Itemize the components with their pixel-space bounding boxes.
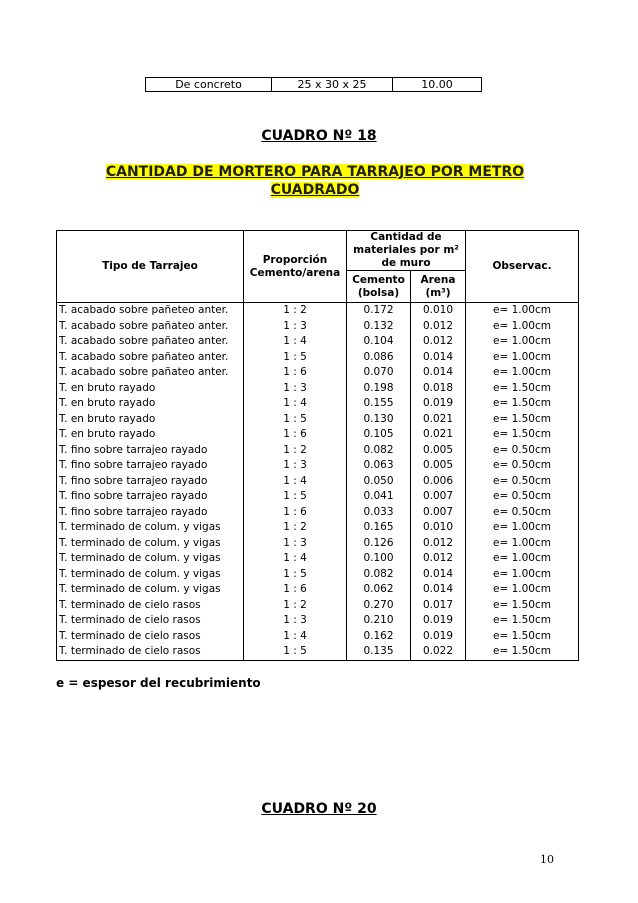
cuadro-18-heading: CUADRO Nº 18: [261, 128, 377, 144]
cell-arena: 0.007: [411, 489, 466, 505]
cell-proporcion: 1 : 6: [244, 582, 347, 598]
cell-cemento: 0.198: [347, 381, 411, 397]
mortar-table: [56, 230, 579, 661]
cell-arena: 0.014: [411, 567, 466, 583]
cell-cemento: 0.104: [347, 334, 411, 350]
cell-cemento: 0.050: [347, 474, 411, 490]
cell-proporcion: 1 : 5: [244, 644, 347, 660]
cell-observacion: e= 0.50cm: [466, 443, 579, 459]
header-cantidad: [347, 231, 466, 271]
cell-proporcion: 1 : 2: [244, 598, 347, 614]
cell-observacion: e= 1.50cm: [466, 613, 579, 629]
cell-tipo: T. en bruto rayado: [57, 412, 244, 428]
cell-cemento: 0.062: [347, 582, 411, 598]
cell-observacion: e= 1.00cm: [466, 551, 579, 567]
header-observac: Observac.: [466, 231, 579, 303]
cell-tipo: T. fino sobre tarrajeo rayado: [57, 458, 244, 474]
cell-arena: 0.010: [411, 520, 466, 536]
cell-arena: 0.005: [411, 458, 466, 474]
table-row: [57, 644, 579, 660]
header-cantidad-line-1: Cantidad de: [370, 231, 442, 243]
table-row: [57, 536, 579, 552]
cell-tipo: T. fino sobre tarrajeo rayado: [57, 474, 244, 490]
top-cell-material: De concreto: [146, 78, 272, 92]
cell-tipo: T. terminado de colum. y vigas: [57, 536, 244, 552]
cell-arena: 0.012: [411, 551, 466, 567]
cell-cemento: 0.086: [347, 350, 411, 366]
cell-arena: 0.014: [411, 350, 466, 366]
cell-arena: 0.021: [411, 427, 466, 443]
cell-arena: 0.012: [411, 536, 466, 552]
cell-proporcion: 1 : 3: [244, 319, 347, 335]
cell-proporcion: 1 : 2: [244, 520, 347, 536]
table-row: [57, 412, 579, 428]
cell-tipo: T. en bruto rayado: [57, 396, 244, 412]
cell-cemento: 0.105: [347, 427, 411, 443]
cell-proporcion: 1 : 5: [244, 567, 347, 583]
cell-cemento: 0.135: [347, 644, 411, 660]
cell-observacion: e= 1.00cm: [466, 319, 579, 335]
cell-observacion: e= 1.50cm: [466, 629, 579, 645]
table-row: [57, 505, 579, 521]
cell-cemento: 0.270: [347, 598, 411, 614]
cell-arena: 0.021: [411, 412, 466, 428]
table-row: [57, 303, 579, 319]
cell-tipo: T. en bruto rayado: [57, 427, 244, 443]
top-cell-value: 10.00: [393, 78, 482, 92]
cell-cemento: 0.162: [347, 629, 411, 645]
cell-observacion: e= 1.00cm: [466, 520, 579, 536]
cell-arena: 0.014: [411, 365, 466, 381]
cell-cemento: 0.070: [347, 365, 411, 381]
table-row: [57, 365, 579, 381]
cell-proporcion: 1 : 6: [244, 365, 347, 381]
header-arena: [411, 271, 466, 303]
cell-proporcion: 1 : 5: [244, 489, 347, 505]
table-row: [57, 381, 579, 397]
cell-tipo: T. fino sobre tarrajeo rayado: [57, 489, 244, 505]
cell-tipo: T. terminado de cielo rasos: [57, 598, 244, 614]
cell-tipo: T. acabado sobre pañateo anter.: [57, 334, 244, 350]
table-row: [57, 396, 579, 412]
cell-tipo: T. acabado sobre pañateo anter.: [57, 350, 244, 366]
header-arena-line-1: Arena: [420, 273, 456, 286]
cell-tipo: T. terminado de colum. y vigas: [57, 520, 244, 536]
cell-cemento: 0.082: [347, 567, 411, 583]
header-cemento: [347, 271, 411, 303]
header-cantidad-line-2: materiales por m²: [353, 244, 459, 256]
top-cell-dimension: 25 x 30 x 25: [272, 78, 393, 92]
cell-proporcion: 1 : 5: [244, 412, 347, 428]
cell-arena: 0.019: [411, 396, 466, 412]
table-body: [57, 303, 579, 661]
cell-observacion: e= 1.00cm: [466, 303, 579, 319]
table-row: [57, 334, 579, 350]
title-line-2: CUADRADO: [270, 182, 360, 198]
cell-cemento: 0.172: [347, 303, 411, 319]
cell-observacion: e= 1.00cm: [466, 350, 579, 366]
cell-cemento: 0.082: [347, 443, 411, 459]
table-row: [57, 567, 579, 583]
cell-proporcion: 1 : 4: [244, 334, 347, 350]
cell-observacion: e= 1.50cm: [466, 412, 579, 428]
table-row: [57, 427, 579, 443]
cell-proporcion: 1 : 4: [244, 474, 347, 490]
table-row: [57, 582, 579, 598]
cell-arena: 0.005: [411, 443, 466, 459]
table-row: [57, 350, 579, 366]
table-row: [57, 613, 579, 629]
cuadro-20-heading: CUADRO Nº 20: [261, 801, 377, 817]
cell-observacion: e= 0.50cm: [466, 505, 579, 521]
cell-arena: 0.012: [411, 334, 466, 350]
cell-cemento: 0.041: [347, 489, 411, 505]
cell-tipo: T. fino sobre tarrajeo rayado: [57, 443, 244, 459]
table-row: [57, 551, 579, 567]
table-row: [57, 458, 579, 474]
cell-arena: 0.014: [411, 582, 466, 598]
cell-proporcion: 1 : 5: [244, 350, 347, 366]
cell-observacion: e= 1.00cm: [466, 334, 579, 350]
cell-tipo: T. terminado de cielo rasos: [57, 644, 244, 660]
cell-cemento: 0.132: [347, 319, 411, 335]
cell-cemento: 0.100: [347, 551, 411, 567]
header-cemento-line-1: Cemento: [352, 273, 405, 286]
cell-arena: 0.019: [411, 613, 466, 629]
cell-proporcion: 1 : 3: [244, 613, 347, 629]
cell-observacion: e= 1.50cm: [466, 598, 579, 614]
cell-observacion: e= 1.00cm: [466, 536, 579, 552]
header-tipo: Tipo de Tarrajeo: [57, 231, 244, 303]
cell-cemento: 0.155: [347, 396, 411, 412]
cell-tipo: T. terminado de colum. y vigas: [57, 551, 244, 567]
cell-arena: 0.012: [411, 319, 466, 335]
cell-tipo: T. terminado de cielo rasos: [57, 629, 244, 645]
table-row: [57, 598, 579, 614]
cell-arena: 0.006: [411, 474, 466, 490]
header-proporcion-line-1: Proporción: [262, 253, 328, 266]
cell-cemento: 0.165: [347, 520, 411, 536]
cell-arena: 0.007: [411, 505, 466, 521]
table-row: [57, 489, 579, 505]
cell-proporcion: 1 : 2: [244, 443, 347, 459]
cell-cemento: 0.130: [347, 412, 411, 428]
cell-arena: 0.017: [411, 598, 466, 614]
table-title: [75, 163, 555, 199]
cell-proporcion: 1 : 3: [244, 536, 347, 552]
cell-observacion: e= 1.00cm: [466, 582, 579, 598]
cell-tipo: T. acabado sobre pañeteo anter.: [57, 303, 244, 319]
cell-cemento: 0.210: [347, 613, 411, 629]
header-proporcion: [244, 231, 347, 303]
cell-observacion: e= 1.50cm: [466, 381, 579, 397]
table-row: [57, 319, 579, 335]
top-table-row: [146, 78, 482, 92]
cell-tipo: T. acabado sobre pañateo anter.: [57, 319, 244, 335]
cell-observacion: e= 1.50cm: [466, 396, 579, 412]
cell-cemento: 0.126: [347, 536, 411, 552]
cell-cemento: 0.033: [347, 505, 411, 521]
table-row: [57, 629, 579, 645]
cell-tipo: T. en bruto rayado: [57, 381, 244, 397]
cell-tipo: T. fino sobre tarrajeo rayado: [57, 505, 244, 521]
table-row: [57, 474, 579, 490]
cell-tipo: T. terminado de colum. y vigas: [57, 567, 244, 583]
table-row: [57, 520, 579, 536]
cell-proporcion: 1 : 3: [244, 458, 347, 474]
header-arena-line-2: (m³): [425, 286, 451, 299]
cell-proporcion: 1 : 4: [244, 551, 347, 567]
page-number: 10: [540, 853, 554, 866]
header-row-1: [57, 231, 579, 271]
cell-observacion: e= 0.50cm: [466, 489, 579, 505]
cell-observacion: e= 1.00cm: [466, 365, 579, 381]
cell-observacion: e= 0.50cm: [466, 458, 579, 474]
cell-arena: 0.018: [411, 381, 466, 397]
cell-tipo: T. terminado de colum. y vigas: [57, 582, 244, 598]
cell-observacion: e= 0.50cm: [466, 474, 579, 490]
header-cantidad-line-3: de muro: [381, 257, 431, 269]
top-table: [145, 77, 482, 92]
cell-tipo: T. terminado de cielo rasos: [57, 613, 244, 629]
cell-observacion: e= 1.50cm: [466, 427, 579, 443]
cell-tipo: T. acabado sobre pañateo anter.: [57, 365, 244, 381]
cell-arena: 0.010: [411, 303, 466, 319]
cell-proporcion: 1 : 4: [244, 629, 347, 645]
cell-arena: 0.019: [411, 629, 466, 645]
cell-observacion: e= 1.50cm: [466, 644, 579, 660]
cell-proporcion: 1 : 3: [244, 381, 347, 397]
footnote: e = espesor del recubrimiento: [56, 676, 261, 690]
cell-arena: 0.022: [411, 644, 466, 660]
cell-proporcion: 1 : 2: [244, 303, 347, 319]
table-row: [57, 443, 579, 459]
cell-proporcion: 1 : 6: [244, 505, 347, 521]
header-proporcion-line-2: Cemento/arena: [249, 266, 341, 279]
cell-cemento: 0.063: [347, 458, 411, 474]
cell-proporcion: 1 : 6: [244, 427, 347, 443]
header-cemento-line-2: (bolsa): [357, 286, 400, 299]
cell-observacion: e= 1.00cm: [466, 567, 579, 583]
cell-proporcion: 1 : 4: [244, 396, 347, 412]
title-line-1: CANTIDAD DE MORTERO PARA TARRAJEO POR METRO: [105, 164, 525, 180]
